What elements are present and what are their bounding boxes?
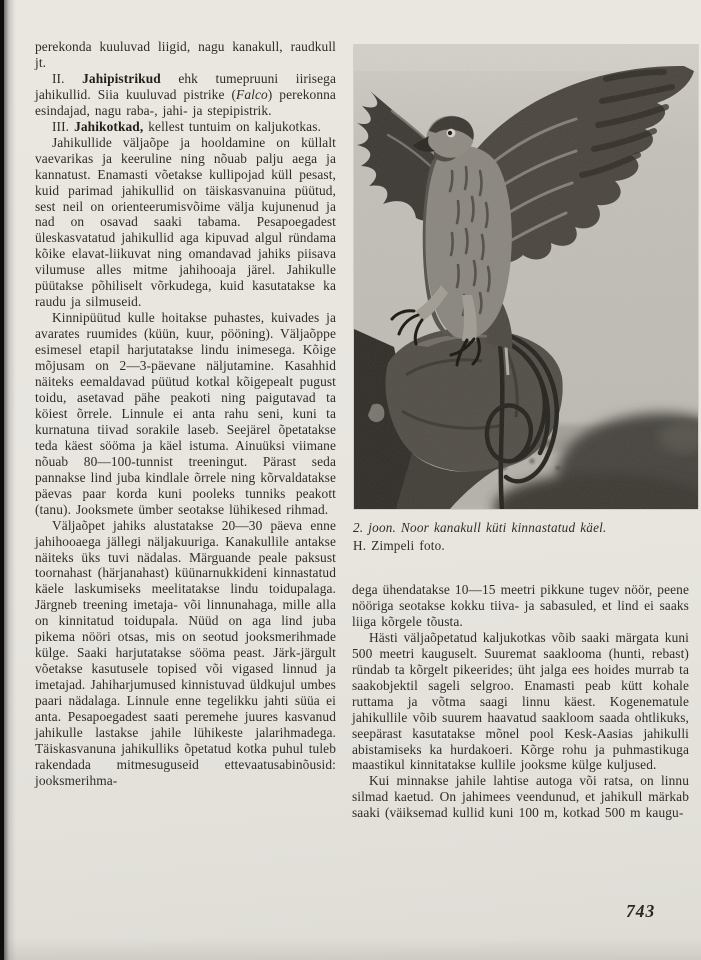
paragraph-continuation: dega ühendatakse 10—15 meetri pikkune tugev nöör, peene nööriga seotakse kokku tiiva- ja sabasuled, et lind ei saaks liiga kõrgele tõusta. [352, 582, 689, 629]
paragraph-continuation: perekonda kuuluvad liigid, nagu kanakull, raudkull jt. [35, 39, 336, 70]
binding-gutter-shadow [0, 0, 16, 960]
paragraph-text: ) perekonna esindajad, nagu raba-, jahi- ja stepipistrik. [35, 86, 336, 118]
paragraph-going-hunting: Kui minnakse jahile lahtise autoga või ratsa, on linnu silmad kaetud. On jahimees veendunud, et jahikull märkab saaki (väiksemad kullid kuni 100 m, kotkad 500 m kaugu- [352, 773, 689, 821]
term-jahipistrikud: Jahipistrikud [82, 70, 161, 86]
paragraph-section-ii [35, 71, 336, 119]
hawk-photo-image [354, 45, 698, 509]
section-number: III. [52, 118, 75, 134]
figure-caption [353, 519, 693, 554]
paragraph-keeping-captured: Kinnipüütud kulle hoitakse puhastes, kuivades ja avarates ruumides (küün, kuur, pööning). Väljaõppe esimesel etapil harjutatakse lindu inimesega. Kõige mõjusam on 2—3-päevane näljutamine. Kasahhid näiteks eemaldavad püütud kotkal kõigepealt pugust toidu, asetavad pähe peakoti ning paigutavad ta köiest õrrele. Linnule ei anta rahu seni, kuni ta kurnatuna tiivad sorakile laseb. Seejärel õpetatakse teda käest sööma ja käel istuma. Ainuüksi viimane nõuab 80—100-tunnist treeningut. Pärast seda pannakse lind juba kindlale õrrele ning kõrvaldatakse päevas paar korda kuni pooleks tunniks peakott (tanu). Jooksmete ümber seotakse lühikesed rihmad. [35, 310, 336, 517]
figure-caption-credit: H. Zimpeli foto. [353, 537, 445, 553]
hawk-photo [354, 45, 698, 509]
paragraph-golden-eagle: Hästi väljaõpetatud kaljukotkas võib saaki märgata kuni 500 meetri kauguselt. Suuremat saaklooma (hunti, rebast) ründab ta kõrgelt pikeerides; üht jalga ees hoides murrab ta saakobjektil sageli selgroo. Enamasti peab kütt kohale ruttama ja võtma saagi linnu käest. Kogenematule jahikullile võib suurem haavatud saakloom saada ohtlikuks, seepärast kasutatakse mõnel pool Kesk-Aasias jahikulli abistamiseks ka hurdakoeri. Kõrge rohu ja puhmastikuga maastikul kinnitatakse kullile jooksme külge kuljused. [352, 629, 689, 773]
paragraph-text: kellest tuntuim on kaljukotkas. [143, 118, 321, 134]
page-bottom-shadow [0, 938, 701, 960]
right-text-column [352, 582, 689, 821]
paragraph-text: ehk tumepruuni iirisega jahikullid. Siia kuuluvad pistrike ( [35, 70, 336, 102]
section-number: II. [52, 70, 83, 86]
figure-caption-text: 2. joon. Noor kanakull küti kinnastatud käel. [353, 520, 607, 535]
paragraph-section-iii [35, 119, 336, 135]
term-jahikotkad: Jahikotkad, [74, 118, 144, 134]
latin-genus-falco: Falco [236, 86, 268, 102]
page-number: 743 [626, 901, 656, 921]
left-text-column [35, 39, 336, 789]
paragraph-hunt-training: Väljaõpet jahiks alustatakse 20—30 päeva enne jahihooaega jällegi näljakuuriga. Kanakullile antakse näiteks üks tuvi nädalas. Märguande peale paksust toornahast (härjanahast) küünarnukkideni kinnastatud käele laskumiseks meelitatakse lindu toidupalaga. Järgneb treening imetaja- või linnunahaga, mille alla on kinnitatud toidupala. Nüüd on aga lind juba pikema nööri otsas, mis on seotud jooksmerihmade külge. Saaki harjutatakse sööma peast. Järk-järgult võetakse kasutusele topised või vigased linnud ja imetajad. Jahiharjumused kinnistuvad üldkujul umbes paari nädalaga. Linnule enne tegelikku jahti süüa ei anta. Pesapoegadest saati peremehe juures kasvanud jahikulle lastakse jahile lühikeste jalarihmadega. Täiskasvanuna jahikulliks õpetatud kotka puhul tuleb rakendada mitmesuguseid ettevaatusabinõusid: jooksmerihma- [35, 517, 336, 788]
paragraph-training-intro: Jahikullide väljaõpe ja hooldamine on küllalt vaevarikas ja keeruline ning nõuab palju aega ja kannatust. Enamasti võetakse kullipojad küll pesast, kuid parimad jahikullid on täiskasvanuina püütud, sest neil on orienteerumisvõime välja kujunenud ja nad on osavad saaki tabama. Pesapoegadest üleskasvatatud jahikullid aga kipuvad algul ründama kõike elavat-liikuvat ning omandavad jahiks piisava vilumuse alles mitme jahihooaja järel. Jahikulle püütakse põhiliselt võrkudega, kuid kasutatakse ka raudu ja silmuseid. [35, 134, 336, 310]
